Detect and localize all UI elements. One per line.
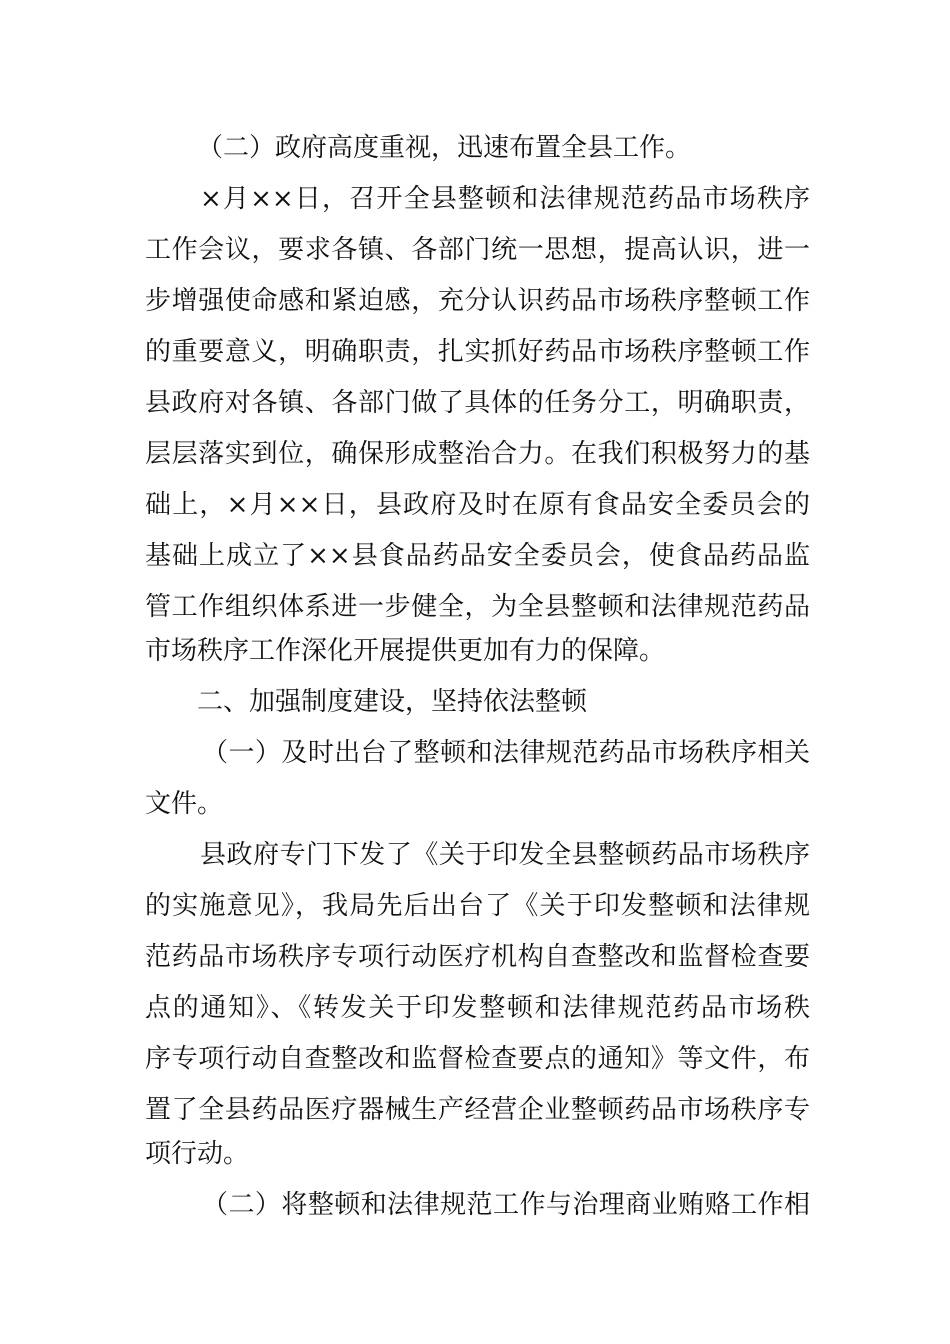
- paragraph-line: 础上，×月××日，县政府及时在原有食品安全委员会的: [145, 490, 810, 520]
- subsection-heading: （二）将整顿和法律规范工作与治理商业贿赂工作相: [202, 1190, 810, 1220]
- paragraph-line: 的重要意义，明确职责，扎实抓好药品市场秩序整顿工作: [145, 337, 810, 367]
- paragraph-line: ×月××日，召开全县整顿和法律规范药品市场秩序: [200, 184, 810, 214]
- paragraph-line: 市场秩序工作深化开展提供更加有力的保障。: [145, 636, 666, 666]
- paragraph-line: 点的通知》、《转发关于印发整顿和法律规范药品市场秩: [145, 993, 810, 1023]
- paragraph-line: 县政府对各镇、各部门做了具体的任务分工，明确职责，: [145, 388, 810, 418]
- paragraph-line: 基础上成立了××县食品药品安全委员会，使食品药品监: [145, 541, 810, 571]
- paragraph-line: 序专项行动自查整改和监督检查要点的通知》等文件，布: [145, 1044, 810, 1074]
- paragraph-line: 层层落实到位，确保形成整治合力。在我们积极努力的基: [145, 439, 810, 469]
- section-heading: 二、加强制度建设，坚持依法整顿: [197, 687, 588, 717]
- subsection-heading-cont: 文件。: [145, 789, 224, 819]
- paragraph-line: 范药品市场秩序专项行动医疗机构自查整改和监督检查要: [145, 942, 810, 972]
- paragraph-line: 管工作组织体系进一步健全，为全县整顿和法律规范药品: [145, 592, 810, 622]
- section-heading-2: （二）政府高度重视，迅速布置全县工作。: [197, 133, 692, 163]
- paragraph-line: 的实施意见》，我局先后出台了《关于印发整顿和法律规: [145, 891, 810, 921]
- paragraph-line: 项行动。: [145, 1139, 250, 1169]
- paragraph-line: 置了全县药品医疗器械生产经营企业整顿药品市场秩序专: [145, 1095, 810, 1125]
- paragraph-line: 步增强使命感和紧迫感，充分认识药品市场秩序整顿工作: [145, 286, 810, 316]
- paragraph-line: 县政府专门下发了《关于印发全县整顿药品市场秩序: [200, 840, 810, 870]
- subsection-heading: （一）及时出台了整顿和法律规范药品市场秩序相关: [202, 738, 810, 768]
- paragraph-line: 工作会议，要求各镇、各部门统一思想，提高认识，进一: [145, 235, 810, 265]
